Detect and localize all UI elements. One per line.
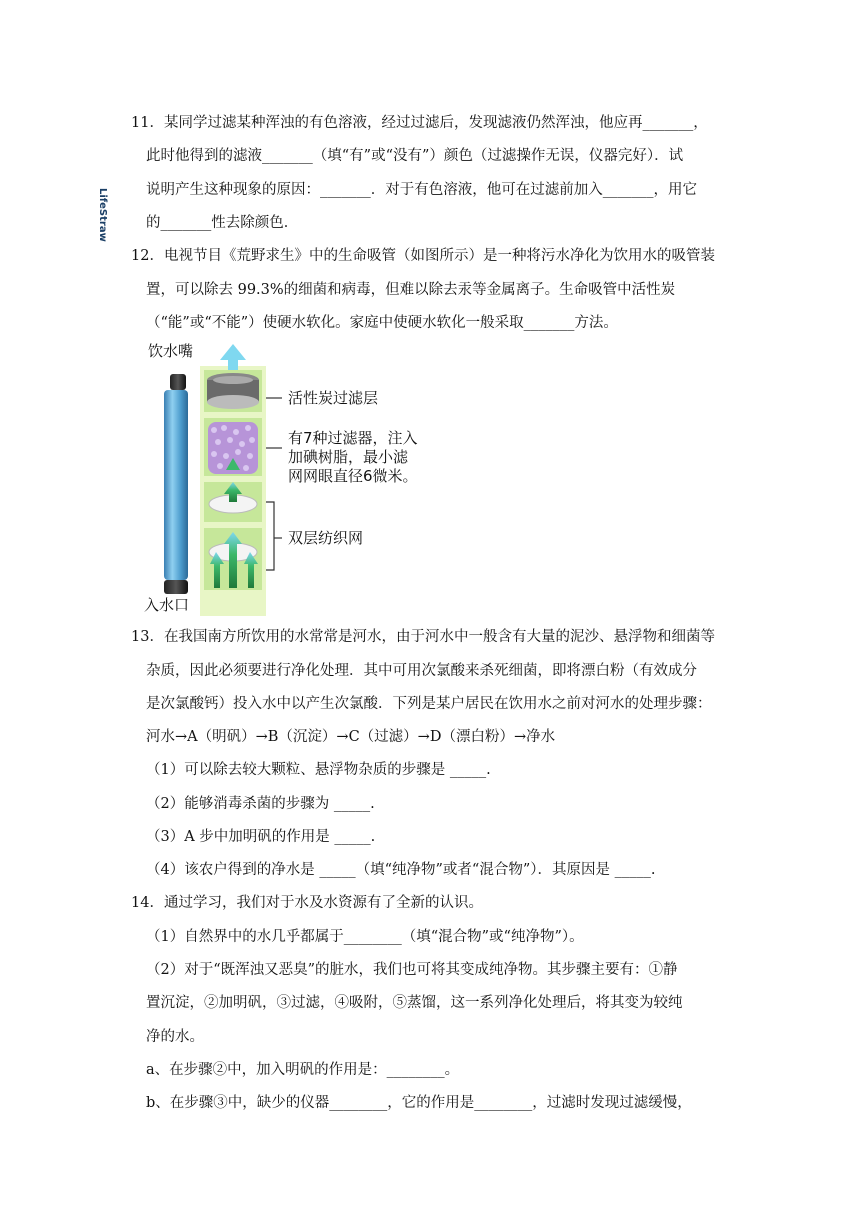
mesh-layer-label: 双层纺织网 [288,529,364,547]
q12-line-2: 置，可以除去 99.3%的细菌和病毒，但难以除去汞等金属离子。生命吸管中活性炭 [146,282,676,298]
resin-layer-label-1: 有7种过滤器，注入 [288,429,418,447]
q13-line-2: 杂质，因此必须要进行净化处理．其中可用次氯酸来杀死细菌，即将漂白粉（有效成分 [146,663,697,679]
straw-brand-text: LifeStraw [97,188,108,242]
q14-sub-1: （1）自然界中的水几乎都属于________（填“混合物”或“纯净物”）。 [146,929,584,945]
figure-bottom-label: 入水口 [144,596,190,614]
q14-line-1: 14．通过学习，我们对于水及水资源有了全新的认识。 [131,895,483,911]
q13-sub-4: （4）该农户得到的净水是 _____（填“纯净物”或者“混合物”）．其原因是 _____. [146,862,656,878]
q11-line-2: 此时他得到的滤液_______（填“有”或“没有”）颜色（过滤操作无误，仪器完好）．试 [146,148,684,164]
q13-line-3: 是次氯酸钙）投入水中以产生次氯酸．下列是某户居民在饮用水之前对河水的处理步骤： [146,696,712,712]
resin-layer-label-3: 网网眼直径6微米。 [288,467,418,485]
q13-sub-3: （3）A 步中加明矾的作用是 _____. [146,829,376,845]
q13-line-4: 河水→A（明矾）→B（沉淀）→C（过滤）→D（漂白粉）→净水 [146,729,556,745]
carbon-layer [204,370,262,412]
q13-sub-1: （1）可以除去较大颗粒、悬浮物杂质的步骤是 _____. [146,762,491,778]
q12-line-3: （“能”或“不能”）使硬水软化。家庭中使硬水软化一般采取_______方法。 [146,315,618,331]
carbon-layer-label: 活性炭过滤层 [288,389,379,407]
q14-sub-b: b、在步骤③中，缺少的仪器________，它的作用是________，过滤时发现过滤缓慢， [146,1095,692,1111]
q14-sub-2: （2）对于“既浑浊又恶臭”的脏水，我们也可将其变成纯净物。其步骤主要有：①静 [146,962,678,978]
figure-top-label: 饮水嘴 [148,342,194,360]
q13-line-1: 13．在我国南方所饮用的水常常是河水，由于河水中一般含有大量的泥沙、悬浮物和细菌等 [131,629,715,645]
resin-layer [204,418,262,476]
resin-layer-label-2: 加碘树脂，最小滤 [288,448,409,466]
q11-line-4: 的_______性去除颜色． [146,215,299,231]
mesh-layer-1 [204,482,262,522]
mesh-layer-2 [204,528,262,590]
q14-sub-a: a、在步骤②中，加入明矾的作用是：________。 [146,1062,460,1078]
q11-line-3: 说明产生这种现象的原因：_______．对于有色溶液，他可在过滤前加入_______，用它 [146,182,697,198]
bracket-mesh [266,502,282,570]
q11-line-1: 11．某同学过滤某种浑浊的有色溶液，经过过滤后，发现滤液仍然浑浊，他应再_______， [131,115,708,131]
q14-sub-2-cont: 置沉淀，②加明矾，③过滤，④吸附，⑤蒸馏，这一系列净化处理后，将其变为较纯 [146,995,683,1011]
q12-line-1: 12．电视节目《荒野求生》中的生命吸管（如图所示）是一种将污水净化为饮用水的吸管装 [131,248,715,264]
q14-sub-2-end: 净的水。 [146,1029,204,1045]
q13-sub-2: （2）能够消毒杀菌的步骤为 _____. [146,796,375,812]
